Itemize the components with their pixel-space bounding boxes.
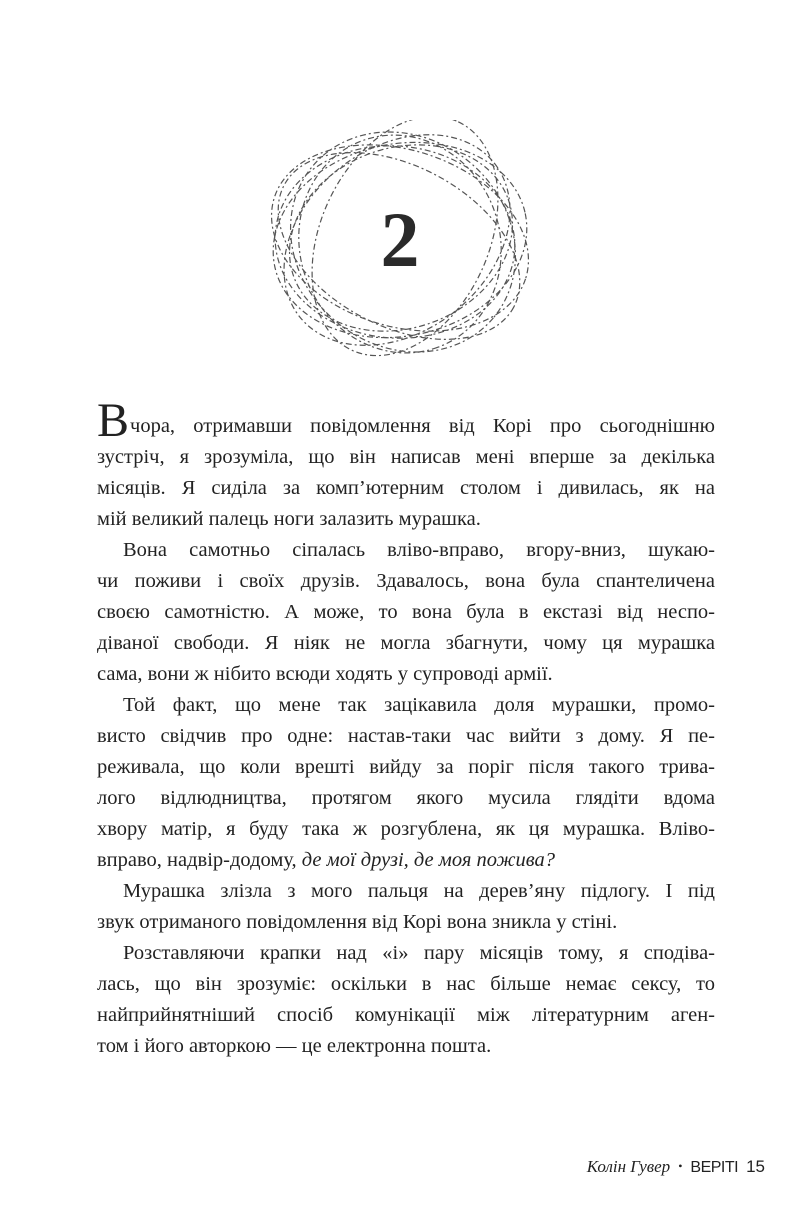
footer-book-title: ВЕРІТІ [690,1159,739,1176]
body-text [97,394,715,1062]
paragraph-5: Розставляючи крапки над «і» пару місяців тому, я сподіва- лась, що він зрозуміє: оскільки в нас більше немає сексу, то найприйнятніший спосіб комунікації між літературним аген- том і його авторкою — це електронна пошта. [97,942,715,1057]
footer-separator: • [678,1159,683,1173]
italic-thought: де мої друзі, де моя пожива? [301,849,556,871]
paragraph-4: Мурашка злізла з мого пальця на дерев’яну підлогу. І під звук отриманого повідомлення від Корі вона зникла у стіні. [97,880,715,933]
chapter-emblem [255,120,545,360]
running-footer [587,1157,765,1177]
paragraph-1: Вчора, отримавши повідомлення від Корі про сьогоднішню зустріч, я зрозуміла, що він написав мені вперше за декілька місяців. Я сиділа за комп’ютерним столом і дивилась, як на мій великий палець ноги залазить мурашка. [97,394,715,530]
page-number: 15 [746,1157,765,1176]
chapter-number: 2 [380,196,420,283]
drop-cap: В [97,394,130,447]
paragraph-3: Той факт, що мене так зацікавила доля мурашки, промо- висто свідчив про одне: настав-таки час вийти з дому. Я пе- реживала, що коли врешті вийду за поріг після такого трива- лого відлюдництва, протягом якого мусила глядіти вдома хвору матір, я буду така ж розгублена, як ця мурашка. Вліво- вправо, надвір-додому, де мої друзі, де моя пожива? [97,694,715,871]
paragraph-2: Вона самотньо сіпалась вліво-вправо, вгору-вниз, шукаю- чи поживи і своїх друзів. Здавалось, вона була спантеличена своєю самотністю. А може, то вона була в екстазі від неспо- діваної свободи. Я ніяк не могла збагнути, чому ця мурашка сама, вони ж нібито всюди ходять у супроводі армії. [97,539,715,685]
footer-author: Колін Гувер [586,1157,671,1176]
